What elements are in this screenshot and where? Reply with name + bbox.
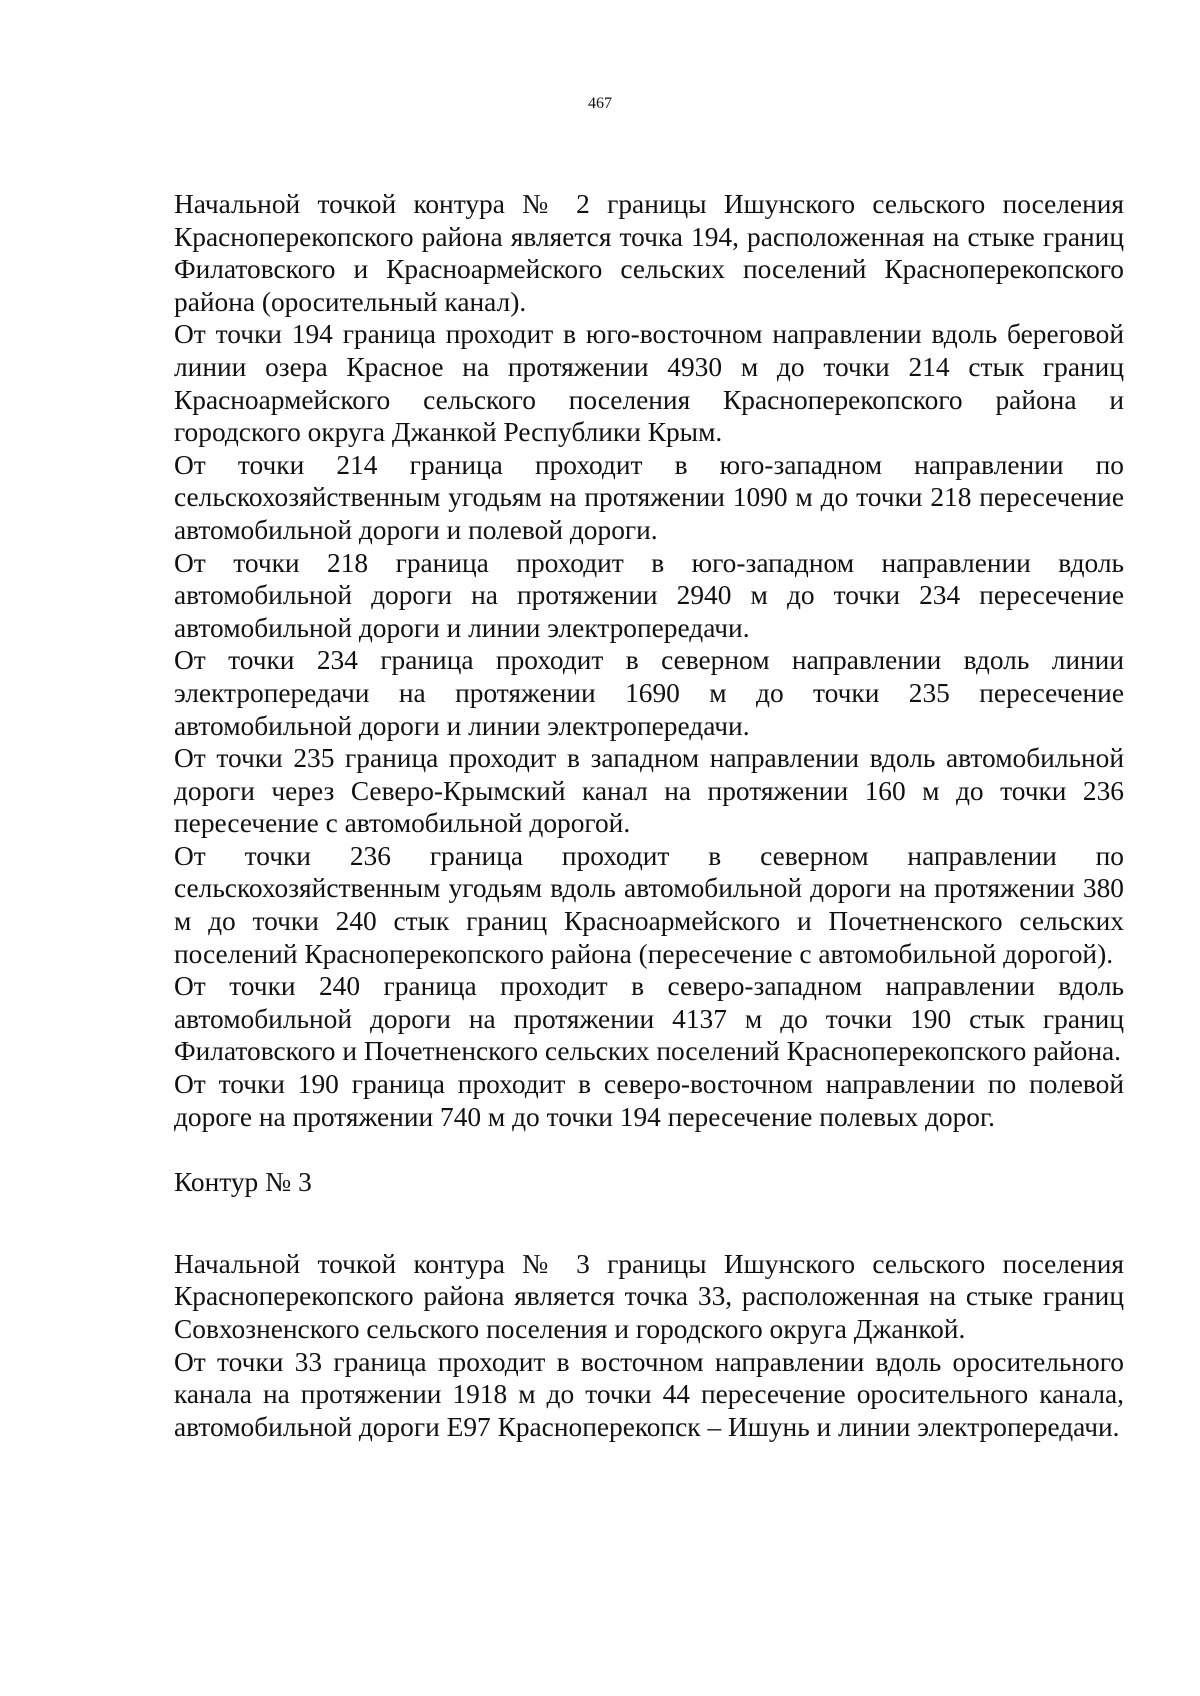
paragraph: От точки 235 граница проходит в западном направлении вдоль автомобильной дороги через Северо-Крымский канал на протяжении 160 м до точки 236 пересечение с автомобильной дорогой.: [174, 743, 1124, 839]
section-heading: Контур № 3: [174, 1167, 312, 1198]
paragraph: От точки 214 граница проходит в юго-западном направлении по сельскохозяйственным угодьям на протяжении 1090 м до точки 218 пересечение автомобильной дороги и полевой дороги.: [174, 449, 1124, 545]
paragraph: От точки 240 граница проходит в северо-западном направлении вдоль автомобильной дороги на протяжении 4137 м до точки 190 стык границ Филатовского и Почетненского сельских поселений Красноперекопского района.: [174, 971, 1124, 1067]
paragraph: От точки 234 граница проходит в северном направлении вдоль линии электропередачи на протяжении 1690 м до точки 235 пересечение автомобильной дороги и линии электропередачи.: [174, 645, 1124, 741]
paragraph: От точки 33 граница проходит в восточном направлении вдоль оросительного канала на протяжении 1918 м до точки 44 пересечение оросительного канала, автомобильной дороги Е97 Красноперекопск – Ишунь и линии электропередачи.: [174, 1346, 1124, 1442]
paragraph: Начальной точкой контура № 2 границы Ишунского сельского поселения Красноперекопского района является точка 194, расположенная на стыке границ Филатовского и Красноармейского сельских поселений Красноперекопского района (оросительный канал).: [174, 189, 1124, 317]
paragraph: Начальной точкой контура № 3 границы Ишунского сельского поселения Красноперекопского района является точка 33, расположенная на стыке границ Совхозненского сельского поселения и городского округа Джанкой.: [174, 1248, 1124, 1344]
paragraph: От точки 194 граница проходит в юго-восточном направлении вдоль береговой линии озера Красное на протяжении 4930 м до точки 214 стык границ Красноармейского сельского поселения Красноперекопского района и городского округа Джанкой Республики Крым.: [174, 319, 1124, 448]
document-body: [174, 188, 1124, 1443]
paragraph: От точки 236 граница проходит в северном направлении по сельскохозяйственным угодьям вдоль автомобильной дороги на протяжении 380 м до точки 240 стык границ Красноармейского и Почетненского сельских поселений Красноперекопского района (пересечение с автомобильной дорогой).: [174, 840, 1124, 969]
paragraph: От точки 218 граница проходит в юго-западном направлении вдоль автомобильной дороги на протяжении 2940 м до точки 234 пересечение автомобильной дороги и линии электропередачи.: [174, 547, 1124, 643]
page-number: 467: [588, 95, 612, 112]
paragraph: От точки 190 граница проходит в северо-восточном направлении по полевой дороге на протяжении 740 м до точки 194 пересечение полевых дорог.: [174, 1069, 1124, 1132]
